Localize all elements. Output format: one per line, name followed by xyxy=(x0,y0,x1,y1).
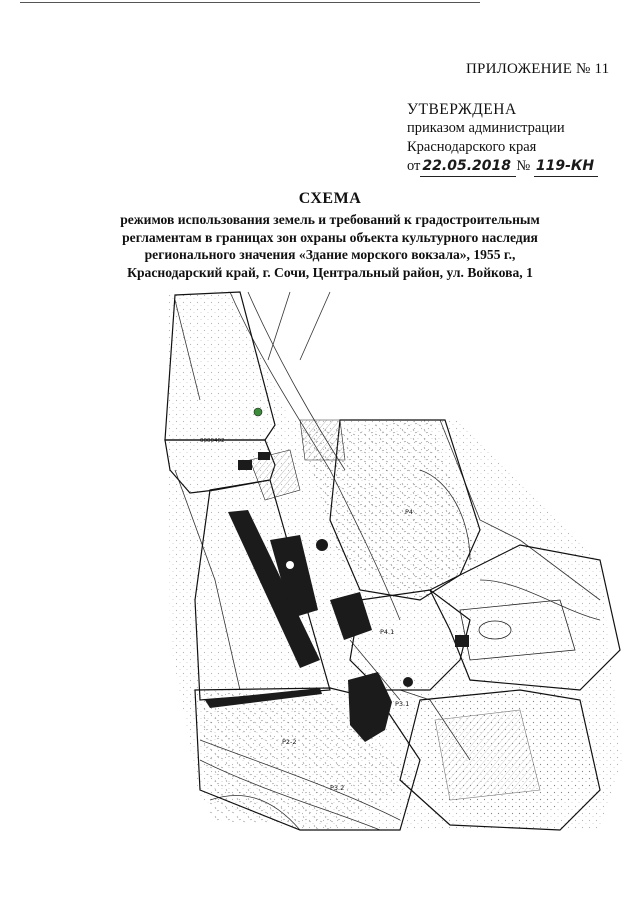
title-line-4: Краснодарский край, г. Сочи, Центральный район, ул. Войкова, 1 xyxy=(127,264,533,280)
map-background xyxy=(168,290,622,830)
number-prefix: № xyxy=(516,158,531,174)
appendix-label: ПРИЛОЖЕНИЕ № 11 xyxy=(466,61,610,77)
title-main: СХЕМА xyxy=(298,190,362,207)
parcel-label: 0000402 xyxy=(200,438,225,444)
order-line-2: Краснодарского края xyxy=(407,139,537,155)
title-line-1: режимов использования земель и требований к градостроительным xyxy=(120,212,540,227)
date-prefix: от xyxy=(407,158,421,174)
zone-label-p2-2: Р2-2 xyxy=(282,738,297,746)
approved-heading: УТВЕРЖДЕНА xyxy=(407,101,517,118)
zone-label-p3-1: Р3.1 xyxy=(395,700,410,708)
title-line-2: регламентам в границах зон охраны объекта культурного наследия xyxy=(122,229,538,245)
monument-marker xyxy=(254,408,262,416)
title-line-3: регионального значения «Здание морского вокзала», 1955 г., xyxy=(144,247,516,262)
order-line-1: приказом администрации xyxy=(407,120,565,136)
zone-label-p4: Р4 xyxy=(405,508,414,516)
handwritten-date: 22.05.2018 xyxy=(420,157,516,177)
zone-label-p4-1: Р4.1 xyxy=(380,628,395,636)
zone-label-p3-2: Р3.2 xyxy=(330,784,345,792)
handwritten-number: 119-КН xyxy=(534,157,598,177)
